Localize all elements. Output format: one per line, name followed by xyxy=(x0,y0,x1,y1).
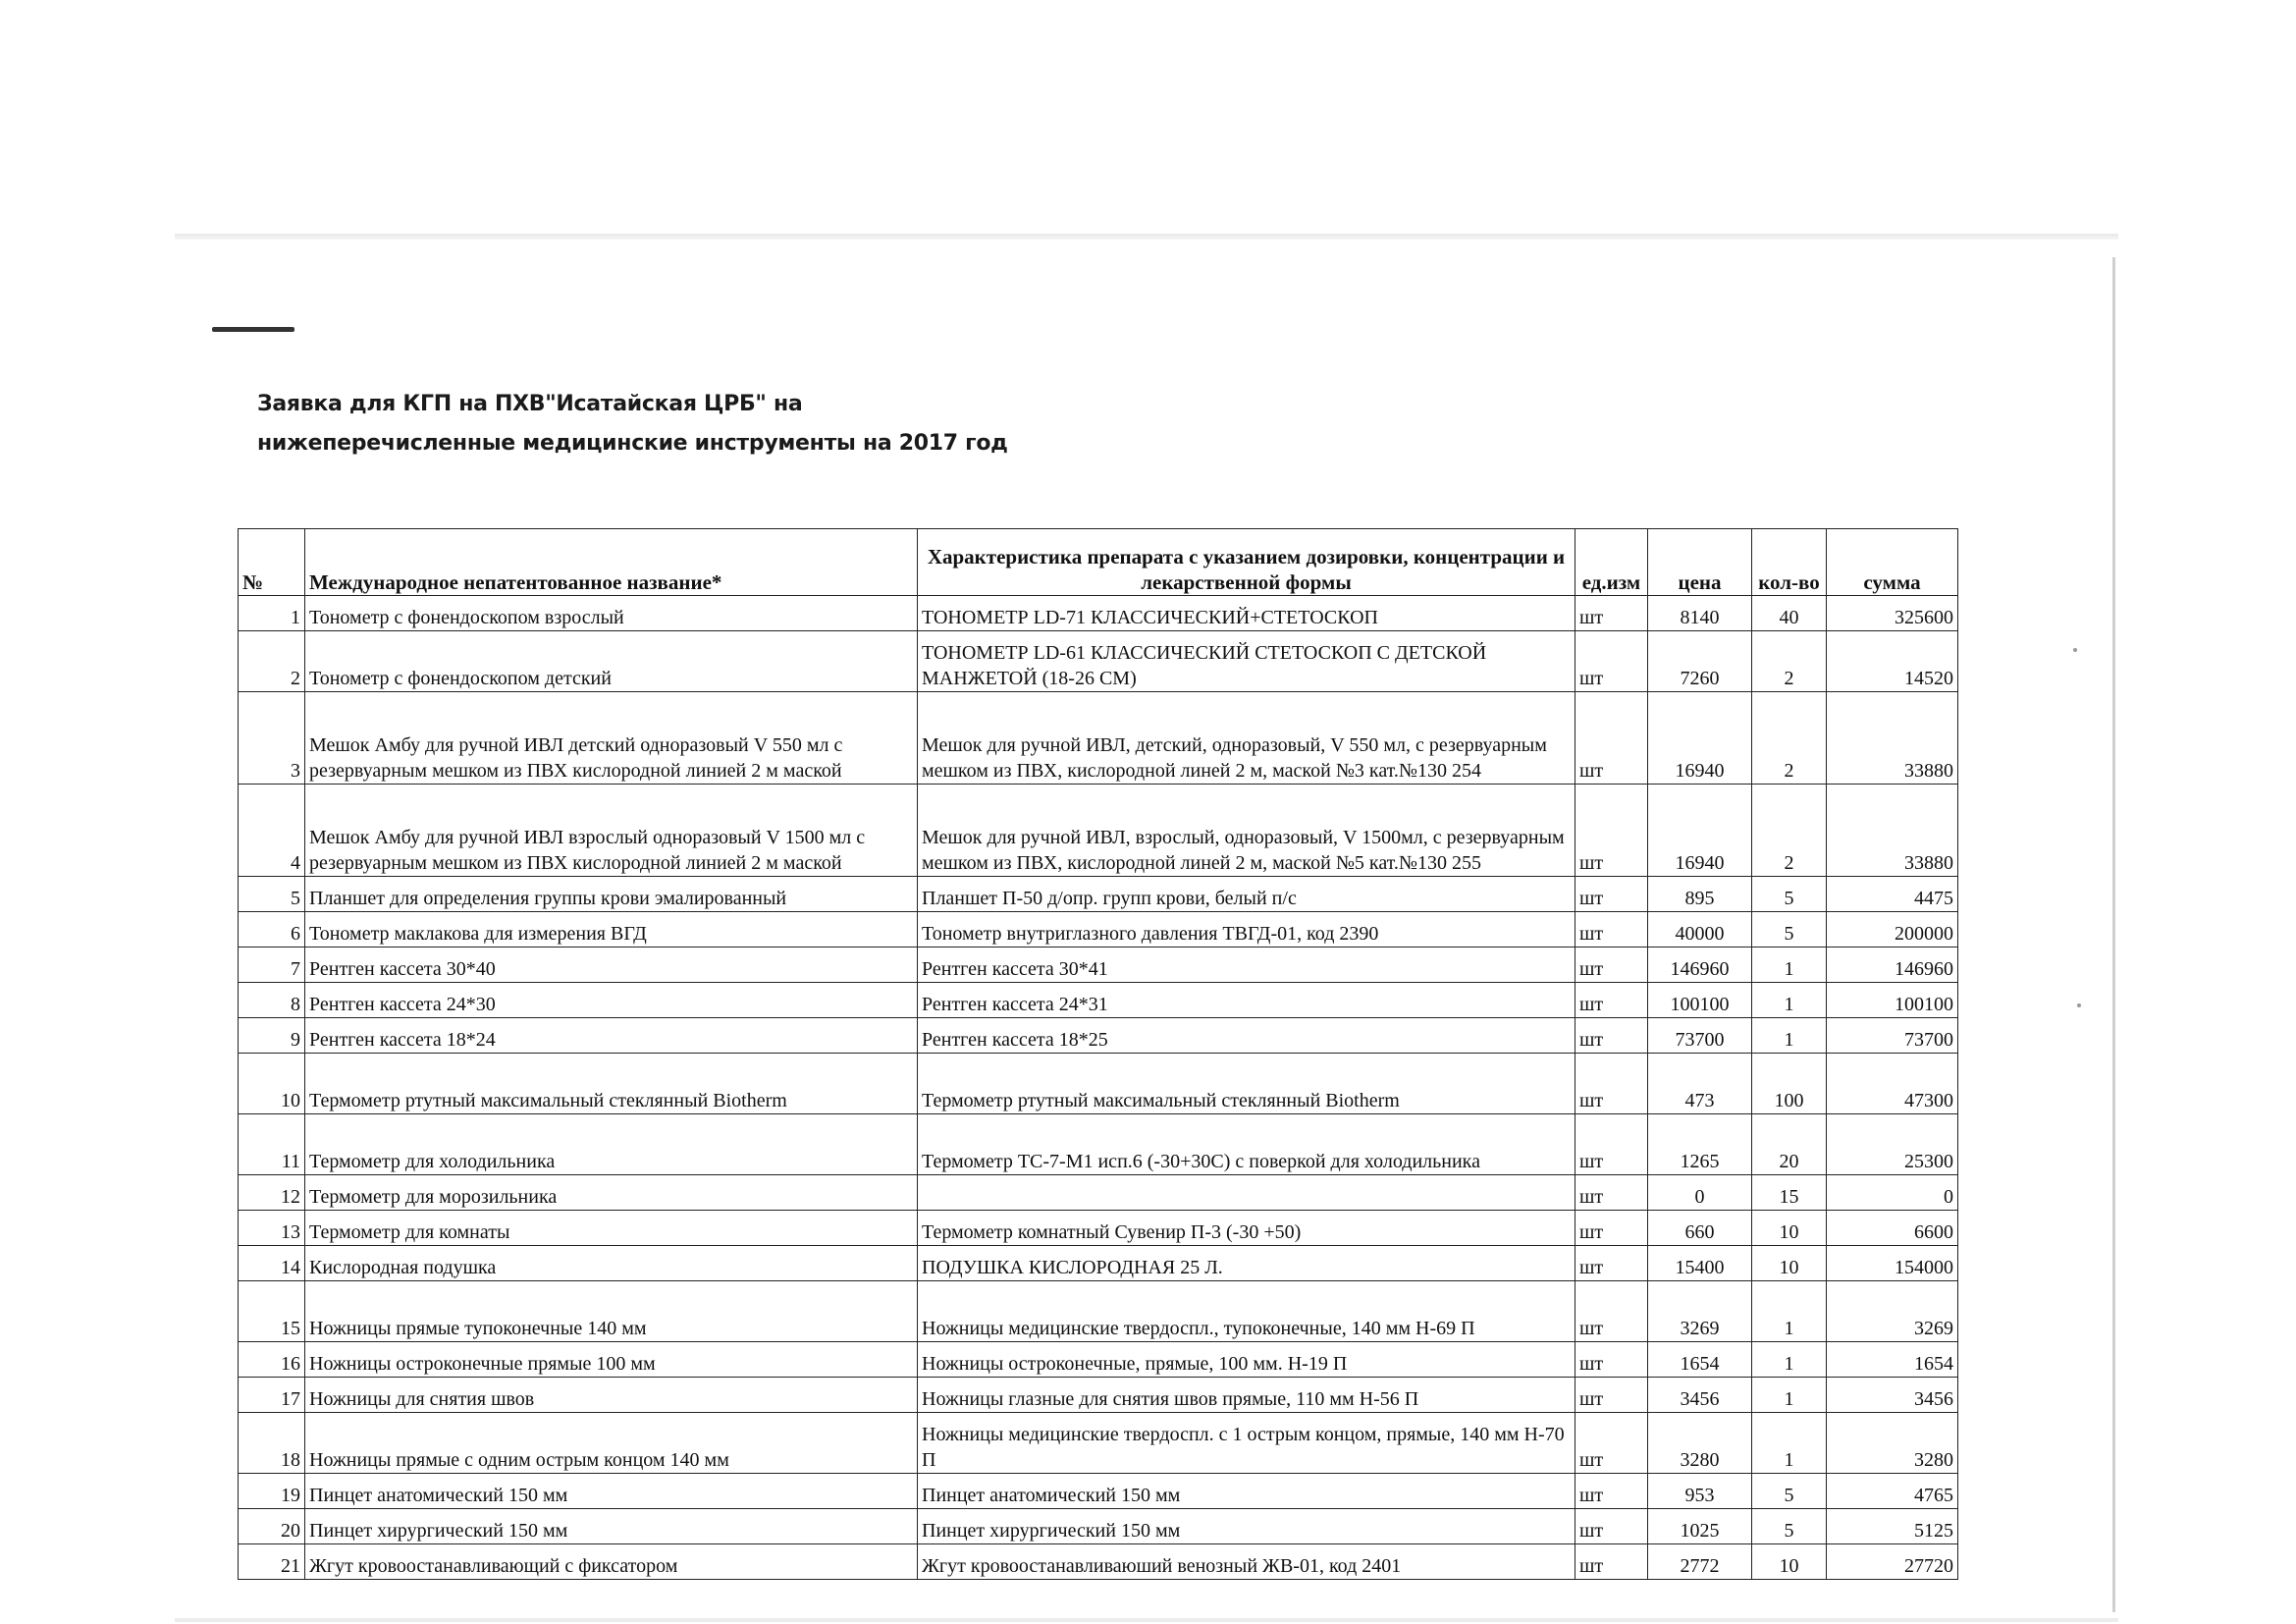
row-characteristics: Рентген кассета 18*25 xyxy=(918,1018,1575,1054)
row-price: 0 xyxy=(1648,1175,1752,1211)
table-row xyxy=(239,1509,1958,1544)
row-num: 10 xyxy=(239,1054,305,1114)
table-row xyxy=(239,692,1958,785)
row-name: Жгут кровоостанавливающий с фиксатором xyxy=(305,1544,918,1580)
row-price: 15400 xyxy=(1648,1246,1752,1281)
row-name: Тонометр с фонендоскопом детский xyxy=(305,631,918,692)
row-num: 7 xyxy=(239,947,305,983)
row-qty: 10 xyxy=(1752,1246,1827,1281)
row-qty: 1 xyxy=(1752,1281,1827,1342)
table-row xyxy=(239,912,1958,947)
row-name: Рентген кассета 18*24 xyxy=(305,1018,918,1054)
row-name: Термометр для холодильника xyxy=(305,1114,918,1175)
row-unit: шт xyxy=(1575,947,1648,983)
table-row xyxy=(239,1413,1958,1474)
table-row xyxy=(239,1246,1958,1281)
row-qty: 1 xyxy=(1752,947,1827,983)
row-characteristics: Пинцет анатомический 150 мм xyxy=(918,1474,1575,1509)
table-row xyxy=(239,1474,1958,1509)
row-qty: 2 xyxy=(1752,692,1827,785)
row-qty: 2 xyxy=(1752,785,1827,877)
title-line-1: Заявка для КГП на ПХВ"Исатайская ЦРБ" на xyxy=(257,392,803,416)
table-row xyxy=(239,1114,1958,1175)
row-qty: 1 xyxy=(1752,1342,1827,1378)
row-price: 16940 xyxy=(1648,692,1752,785)
row-price: 895 xyxy=(1648,877,1752,912)
row-name: Термометр для морозильника xyxy=(305,1175,918,1211)
row-sum: 6600 xyxy=(1827,1211,1958,1246)
row-unit: шт xyxy=(1575,1175,1648,1211)
title-line-2: нижеперечисленные медицинские инструменты на 2017 год xyxy=(257,431,1008,456)
row-qty: 1 xyxy=(1752,1018,1827,1054)
row-num: 2 xyxy=(239,631,305,692)
row-name: Тонометр маклакова для измерения ВГД xyxy=(305,912,918,947)
row-characteristics xyxy=(918,1175,1575,1211)
header-name: Международное непатентованное название* xyxy=(305,529,918,596)
row-num: 17 xyxy=(239,1378,305,1413)
table-row xyxy=(239,1342,1958,1378)
row-unit: шт xyxy=(1575,1054,1648,1114)
scan-top-edge xyxy=(175,234,2118,240)
row-unit: шт xyxy=(1575,1378,1648,1413)
row-characteristics: Пинцет хирургический 150 мм xyxy=(918,1509,1575,1544)
row-sum: 47300 xyxy=(1827,1054,1958,1114)
table-row xyxy=(239,785,1958,877)
row-characteristics: Планшет П-50 д/опр. групп крови, белый п/с xyxy=(918,877,1575,912)
row-sum: 4475 xyxy=(1827,877,1958,912)
header-price: цена xyxy=(1648,529,1752,596)
row-num: 12 xyxy=(239,1175,305,1211)
row-num: 16 xyxy=(239,1342,305,1378)
row-num: 20 xyxy=(239,1509,305,1544)
row-sum: 5125 xyxy=(1827,1509,1958,1544)
row-characteristics: ТОНОМЕТР LD-71 КЛАССИЧЕСКИЙ+СТЕТОСКОП xyxy=(918,596,1575,631)
row-unit: шт xyxy=(1575,1246,1648,1281)
row-name: Ножницы прямые тупоконечные 140 мм xyxy=(305,1281,918,1342)
scan-speck xyxy=(2077,1003,2081,1007)
row-name: Мешок Амбу для ручной ИВЛ взрослый одноразовый V 1500 мл с резервуарным мешком из ПВХ кислородной линией 2 м маской xyxy=(305,785,918,877)
row-name: Пинцет хирургический 150 мм xyxy=(305,1509,918,1544)
row-num: 19 xyxy=(239,1474,305,1509)
row-unit: шт xyxy=(1575,1509,1648,1544)
header-characteristics: Характеристика препарата с указанием дозировки, концентрации и лекарственной формы xyxy=(918,529,1575,596)
row-sum: 3280 xyxy=(1827,1413,1958,1474)
row-unit: шт xyxy=(1575,1018,1648,1054)
header-unit: ед.изм xyxy=(1575,529,1648,596)
row-price: 40000 xyxy=(1648,912,1752,947)
row-characteristics: Рентген кассета 30*41 xyxy=(918,947,1575,983)
row-price: 1265 xyxy=(1648,1114,1752,1175)
table-row xyxy=(239,631,1958,692)
row-name: Мешок Амбу для ручной ИВЛ детский одноразовый V 550 мл с резервуарным мешком из ПВХ кислородной линией 2 м маской xyxy=(305,692,918,785)
row-price: 100100 xyxy=(1648,983,1752,1018)
row-characteristics: ТОНОМЕТР LD-61 КЛАССИЧЕСКИЙ СТЕТОСКОП С ДЕТСКОЙ МАНЖЕТОЙ (18-26 СМ) xyxy=(918,631,1575,692)
row-name: Кислородная подушка xyxy=(305,1246,918,1281)
row-sum: 4765 xyxy=(1827,1474,1958,1509)
row-characteristics: Мешок для ручной ИВЛ, взрослый, одноразовый, V 1500мл, с резервуарным мешком из ПВХ, кислородной линей 2 м, маской №5 кат.№130 255 xyxy=(918,785,1575,877)
row-price: 146960 xyxy=(1648,947,1752,983)
pen-dash-mark xyxy=(212,327,294,332)
row-price: 473 xyxy=(1648,1054,1752,1114)
row-qty: 15 xyxy=(1752,1175,1827,1211)
row-num: 21 xyxy=(239,1544,305,1580)
request-table xyxy=(238,528,1958,1580)
row-characteristics: Ножницы медицинские твердоспл. с 1 острым концом, прямые, 140 мм Н-70 П xyxy=(918,1413,1575,1474)
row-sum: 33880 xyxy=(1827,785,1958,877)
row-sum: 27720 xyxy=(1827,1544,1958,1580)
row-name: Рентген кассета 24*30 xyxy=(305,983,918,1018)
row-num: 15 xyxy=(239,1281,305,1342)
row-characteristics: Термометр ртутный максимальный стеклянный Biotherm xyxy=(918,1054,1575,1114)
row-unit: шт xyxy=(1575,1474,1648,1509)
row-num: 13 xyxy=(239,1211,305,1246)
row-sum: 100100 xyxy=(1827,983,1958,1018)
row-num: 11 xyxy=(239,1114,305,1175)
row-unit: шт xyxy=(1575,1281,1648,1342)
row-unit: шт xyxy=(1575,692,1648,785)
row-name: Термометр ртутный максимальный стеклянный Biotherm xyxy=(305,1054,918,1114)
row-sum: 73700 xyxy=(1827,1018,1958,1054)
header-qty: кол-во xyxy=(1752,529,1827,596)
table-row xyxy=(239,1378,1958,1413)
table-row xyxy=(239,947,1958,983)
row-qty: 1 xyxy=(1752,1378,1827,1413)
row-num: 6 xyxy=(239,912,305,947)
row-characteristics: Жгут кровоостанавливаюший венозный ЖВ-01, код 2401 xyxy=(918,1544,1575,1580)
row-characteristics: ПОДУШКА КИСЛОРОДНАЯ 25 Л. xyxy=(918,1246,1575,1281)
row-unit: шт xyxy=(1575,785,1648,877)
row-name: Термометр для комнаты xyxy=(305,1211,918,1246)
row-characteristics: Термометр ТС-7-М1 исп.6 (-30+30С) с поверкой для холодильника xyxy=(918,1114,1575,1175)
header-sum: сумма xyxy=(1827,529,1958,596)
row-characteristics: Ножницы медицинские твердоспл., тупоконечные, 140 мм Н-69 П xyxy=(918,1281,1575,1342)
row-qty: 2 xyxy=(1752,631,1827,692)
table-row xyxy=(239,1054,1958,1114)
document-title xyxy=(257,385,1008,463)
row-price: 1025 xyxy=(1648,1509,1752,1544)
row-name: Планшет для определения группы крови эмалированный xyxy=(305,877,918,912)
row-unit: шт xyxy=(1575,1211,1648,1246)
row-price: 3456 xyxy=(1648,1378,1752,1413)
row-sum: 14520 xyxy=(1827,631,1958,692)
row-qty: 5 xyxy=(1752,877,1827,912)
row-qty: 5 xyxy=(1752,1509,1827,1544)
row-price: 8140 xyxy=(1648,596,1752,631)
row-price: 953 xyxy=(1648,1474,1752,1509)
row-qty: 1 xyxy=(1752,983,1827,1018)
row-unit: шт xyxy=(1575,912,1648,947)
row-qty: 40 xyxy=(1752,596,1827,631)
row-sum: 325600 xyxy=(1827,596,1958,631)
row-price: 16940 xyxy=(1648,785,1752,877)
row-num: 1 xyxy=(239,596,305,631)
table-row xyxy=(239,1211,1958,1246)
row-name: Ножницы остроконечные прямые 100 мм xyxy=(305,1342,918,1378)
row-unit: шт xyxy=(1575,1342,1648,1378)
table-row xyxy=(239,1281,1958,1342)
row-characteristics: Тонометр внутриглазного давления ТВГД-01, код 2390 xyxy=(918,912,1575,947)
row-price: 7260 xyxy=(1648,631,1752,692)
row-num: 8 xyxy=(239,983,305,1018)
row-sum: 146960 xyxy=(1827,947,1958,983)
row-unit: шт xyxy=(1575,1544,1648,1580)
table-row xyxy=(239,596,1958,631)
row-characteristics: Термометр комнатный Сувенир П-3 (-30 +50) xyxy=(918,1211,1575,1246)
row-qty: 100 xyxy=(1752,1054,1827,1114)
row-num: 3 xyxy=(239,692,305,785)
row-num: 4 xyxy=(239,785,305,877)
row-qty: 5 xyxy=(1752,912,1827,947)
row-sum: 200000 xyxy=(1827,912,1958,947)
row-sum: 3269 xyxy=(1827,1281,1958,1342)
row-characteristics: Мешок для ручной ИВЛ, детский, одноразовый, V 550 мл, с резервуарным мешком из ПВХ, кислородной линей 2 м, маской №3 кат.№130 254 xyxy=(918,692,1575,785)
row-price: 660 xyxy=(1648,1211,1752,1246)
header-num: № xyxy=(239,529,305,596)
row-characteristics: Ножницы глазные для снятия швов прямые, 110 мм Н-56 П xyxy=(918,1378,1575,1413)
table-row xyxy=(239,1175,1958,1211)
row-num: 14 xyxy=(239,1246,305,1281)
row-name: Ножницы прямые с одним острым концом 140 мм xyxy=(305,1413,918,1474)
scan-speck xyxy=(2073,648,2077,652)
row-unit: шт xyxy=(1575,1114,1648,1175)
table-row xyxy=(239,983,1958,1018)
row-sum: 25300 xyxy=(1827,1114,1958,1175)
row-price: 73700 xyxy=(1648,1018,1752,1054)
row-sum: 1654 xyxy=(1827,1342,1958,1378)
table-header-row xyxy=(239,529,1958,596)
table-row xyxy=(239,1018,1958,1054)
row-qty: 1 xyxy=(1752,1413,1827,1474)
row-characteristics: Ножницы остроконечные, прямые, 100 мм. Н-19 П xyxy=(918,1342,1575,1378)
row-sum: 0 xyxy=(1827,1175,1958,1211)
row-qty: 10 xyxy=(1752,1544,1827,1580)
row-price: 2772 xyxy=(1648,1544,1752,1580)
row-characteristics: Рентген кассета 24*31 xyxy=(918,983,1575,1018)
row-num: 9 xyxy=(239,1018,305,1054)
scan-bottom-edge xyxy=(175,1618,2118,1622)
row-name: Ножницы для снятия швов xyxy=(305,1378,918,1413)
row-name: Пинцет анатомический 150 мм xyxy=(305,1474,918,1509)
row-qty: 20 xyxy=(1752,1114,1827,1175)
table-row xyxy=(239,877,1958,912)
row-price: 3280 xyxy=(1648,1413,1752,1474)
row-price: 3269 xyxy=(1648,1281,1752,1342)
row-unit: шт xyxy=(1575,631,1648,692)
row-unit: шт xyxy=(1575,1413,1648,1474)
row-unit: шт xyxy=(1575,877,1648,912)
scan-right-edge xyxy=(2112,257,2115,1612)
row-qty: 10 xyxy=(1752,1211,1827,1246)
row-sum: 33880 xyxy=(1827,692,1958,785)
row-price: 1654 xyxy=(1648,1342,1752,1378)
row-num: 5 xyxy=(239,877,305,912)
row-unit: шт xyxy=(1575,983,1648,1018)
row-name: Рентген кассета 30*40 xyxy=(305,947,918,983)
row-sum: 3456 xyxy=(1827,1378,1958,1413)
row-unit: шт xyxy=(1575,596,1648,631)
row-qty: 5 xyxy=(1752,1474,1827,1509)
table-row xyxy=(239,1544,1958,1580)
row-num: 18 xyxy=(239,1413,305,1474)
row-sum: 154000 xyxy=(1827,1246,1958,1281)
row-name: Тонометр с фонендоскопом взрослый xyxy=(305,596,918,631)
